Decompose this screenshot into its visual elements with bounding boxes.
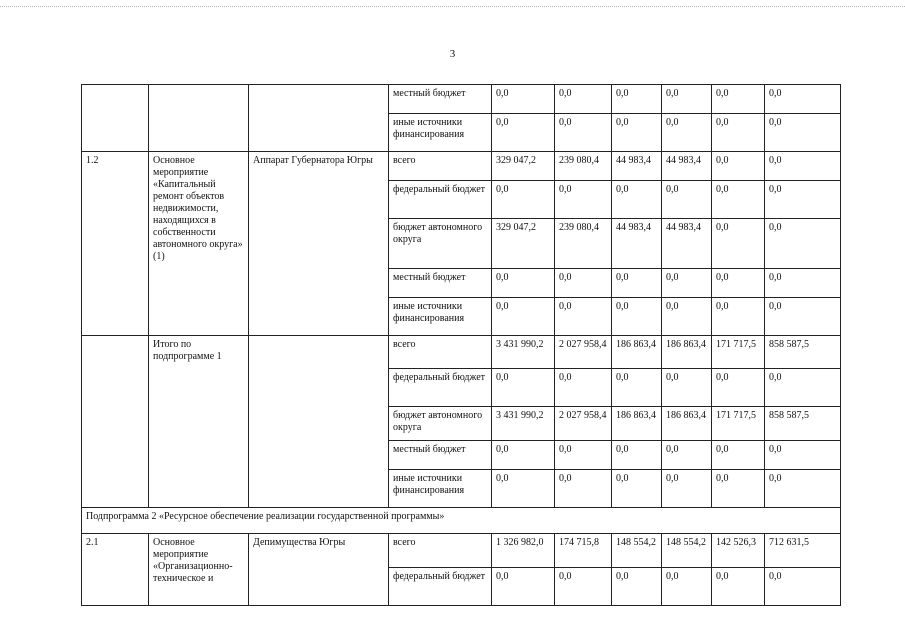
table-row: [82, 336, 841, 369]
value-cell: 0,0: [492, 470, 555, 508]
value-cell: 0,0: [662, 369, 712, 407]
value-cell: 0,0: [712, 181, 765, 219]
value-cell: 0,0: [765, 470, 841, 508]
funding-source: бюджет автономного округа: [389, 219, 492, 269]
value-cell: 0,0: [712, 568, 765, 606]
value-cell: 0,0: [765, 269, 841, 298]
value-cell: 0,0: [662, 85, 712, 114]
value-cell: 0,0: [662, 114, 712, 152]
table-row: [82, 534, 841, 568]
value-cell: 0,0: [555, 470, 612, 508]
value-cell: 0,0: [712, 219, 765, 269]
value-cell: 0,0: [765, 298, 841, 336]
value-cell: 186 863,4: [612, 336, 662, 369]
value-cell: 0,0: [765, 85, 841, 114]
budget-table: [81, 84, 841, 606]
value-cell: 0,0: [555, 298, 612, 336]
value-cell: 239 080,4: [555, 219, 612, 269]
activity-name: Основное мероприятие «Капитальный ремонт объектов недвижимости, находящихся в собственности автономного округа» (1): [149, 152, 249, 336]
page-number: 3: [449, 48, 456, 60]
funding-source: местный бюджет: [389, 85, 492, 114]
value-cell: 0,0: [662, 298, 712, 336]
value-cell: 0,0: [555, 568, 612, 606]
value-cell: 0,0: [765, 181, 841, 219]
value-cell: 44 983,4: [612, 152, 662, 181]
funding-source: всего: [389, 336, 492, 369]
value-cell: 0,0: [662, 181, 712, 219]
value-cell: 0,0: [492, 85, 555, 114]
funding-source: федеральный бюджет: [389, 181, 492, 219]
value-cell: 0,0: [555, 269, 612, 298]
scan-edge-line: [0, 6, 905, 7]
funding-source: местный бюджет: [389, 269, 492, 298]
value-cell: 186 863,4: [662, 407, 712, 441]
item-number: 2.1: [82, 534, 149, 606]
subprogram-title: Подпрограмма 2 «Ресурсное обеспечение реализации государственной программы»: [82, 508, 841, 534]
value-cell: 0,0: [712, 85, 765, 114]
value-cell: 712 631,5: [765, 534, 841, 568]
value-cell: 858 587,5: [765, 336, 841, 369]
value-cell: 2 027 958,4: [555, 336, 612, 369]
value-cell: 148 554,2: [612, 534, 662, 568]
funding-source: всего: [389, 152, 492, 181]
value-cell: 0,0: [555, 85, 612, 114]
value-cell: 0,0: [612, 470, 662, 508]
value-cell: 0,0: [765, 369, 841, 407]
value-cell: 329 047,2: [492, 152, 555, 181]
value-cell: 0,0: [765, 152, 841, 181]
cell-empty: [249, 336, 389, 508]
value-cell: 0,0: [612, 568, 662, 606]
value-cell: 0,0: [492, 181, 555, 219]
value-cell: 44 983,4: [612, 219, 662, 269]
value-cell: 3 431 990,2: [492, 336, 555, 369]
value-cell: 44 983,4: [662, 152, 712, 181]
value-cell: 0,0: [712, 152, 765, 181]
value-cell: 0,0: [712, 470, 765, 508]
value-cell: 239 080,4: [555, 152, 612, 181]
value-cell: 0,0: [612, 298, 662, 336]
value-cell: 0,0: [492, 298, 555, 336]
value-cell: 0,0: [612, 85, 662, 114]
value-cell: 0,0: [612, 441, 662, 470]
table-row: [82, 85, 841, 114]
value-cell: 186 863,4: [612, 407, 662, 441]
value-cell: 0,0: [612, 269, 662, 298]
funding-source: иные источники финансирования: [389, 470, 492, 508]
value-cell: 0,0: [555, 441, 612, 470]
value-cell: 1 326 982,0: [492, 534, 555, 568]
value-cell: 0,0: [612, 369, 662, 407]
value-cell: 0,0: [555, 114, 612, 152]
value-cell: 0,0: [662, 441, 712, 470]
value-cell: 0,0: [612, 181, 662, 219]
value-cell: 0,0: [712, 114, 765, 152]
value-cell: 0,0: [765, 568, 841, 606]
value-cell: 0,0: [492, 269, 555, 298]
value-cell: 0,0: [712, 269, 765, 298]
value-cell: 0,0: [765, 219, 841, 269]
executor: Депимущества Югры: [249, 534, 389, 606]
funding-source: федеральный бюджет: [389, 369, 492, 407]
value-cell: 0,0: [712, 369, 765, 407]
value-cell: 0,0: [555, 181, 612, 219]
value-cell: 0,0: [712, 441, 765, 470]
item-number: 1.2: [82, 152, 149, 336]
value-cell: 0,0: [555, 369, 612, 407]
cell-empty: [149, 85, 249, 152]
cell-empty: [82, 336, 149, 508]
cell-empty: [82, 85, 149, 152]
table-row: [82, 152, 841, 181]
table-row: [82, 508, 841, 534]
value-cell: 0,0: [612, 114, 662, 152]
value-cell: 174 715,8: [555, 534, 612, 568]
funding-source: бюджет автономного округа: [389, 407, 492, 441]
value-cell: 0,0: [662, 269, 712, 298]
funding-source: федеральный бюджет: [389, 568, 492, 606]
value-cell: 0,0: [662, 470, 712, 508]
value-cell: 0,0: [492, 568, 555, 606]
value-cell: 0,0: [492, 369, 555, 407]
value-cell: 0,0: [712, 298, 765, 336]
value-cell: 171 717,5: [712, 336, 765, 369]
value-cell: 148 554,2: [662, 534, 712, 568]
funding-source: всего: [389, 534, 492, 568]
funding-source: иные источники финансирования: [389, 298, 492, 336]
value-cell: 329 047,2: [492, 219, 555, 269]
value-cell: 858 587,5: [765, 407, 841, 441]
value-cell: 0,0: [492, 114, 555, 152]
value-cell: 0,0: [492, 441, 555, 470]
executor: Аппарат Губернатора Югры: [249, 152, 389, 336]
cell-empty: [249, 85, 389, 152]
value-cell: 186 863,4: [662, 336, 712, 369]
funding-source: иные источники финансирования: [389, 114, 492, 152]
funding-source: местный бюджет: [389, 441, 492, 470]
activity-name: Основное мероприятие «Организационно-техническое и: [149, 534, 249, 606]
value-cell: 0,0: [765, 114, 841, 152]
value-cell: 0,0: [765, 441, 841, 470]
value-cell: 0,0: [662, 568, 712, 606]
value-cell: 2 027 958,4: [555, 407, 612, 441]
total-label: Итого по подпрограмме 1: [149, 336, 249, 508]
value-cell: 171 717,5: [712, 407, 765, 441]
value-cell: 142 526,3: [712, 534, 765, 568]
value-cell: 44 983,4: [662, 219, 712, 269]
value-cell: 3 431 990,2: [492, 407, 555, 441]
